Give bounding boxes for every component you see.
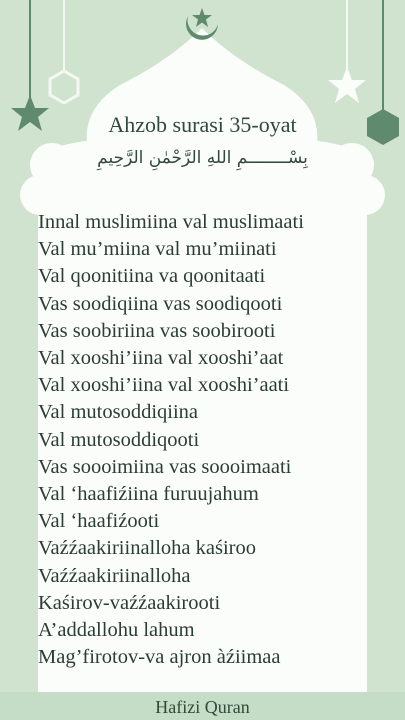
verse-line: A’addallohu lahum <box>38 619 195 642</box>
verse-line: Kaśirov-vaźźaakirooti <box>38 591 221 614</box>
verse-line: Val mu’miina val mu’miinati <box>38 238 277 261</box>
page-title: Ahzob surasi 35-oyat <box>108 112 297 137</box>
crescent-star-icon <box>180 2 224 42</box>
verse-line: Vas soodiqiina vas soodiqooti <box>38 292 283 315</box>
verse-line: Vas soooimiina vas soooimaati <box>38 455 292 478</box>
verse-line: Val xooshi’iina val xooshi’aati <box>38 374 290 397</box>
verse-line: Vas soobiriina vas soobirooti <box>38 319 276 342</box>
verse-line: Val mutosoddiqiina <box>38 401 199 424</box>
verse-line: Val qoonitiina va qoonitaati <box>38 265 266 288</box>
verse-line: Mag’firotov-va ajron àźiimaa <box>38 646 281 669</box>
star-icon <box>327 66 367 104</box>
verse-list <box>38 209 383 671</box>
verse-line: Val ‘haafiźiina furuujahum <box>38 483 259 506</box>
verse-line: Val xooshi’iina val xooshi’aat <box>38 347 284 370</box>
verse-line: Innal muslimiina val muslimaati <box>38 211 304 233</box>
verse-line: Vaźźaakiriinalloha kaśiroo <box>38 537 257 560</box>
verse-line: Vaźźaakiriinalloha <box>38 564 191 587</box>
bismillah-text: بِسْــــــــمِ اللهِ الرَّحْمٰنِ الرَّحِيمِ <box>97 148 308 168</box>
verse-line: Val mutosoddiqooti <box>38 428 200 451</box>
footer-label: Hafizi Quran <box>155 697 250 717</box>
verse-line: Val ‘haafiźooti <box>38 510 160 533</box>
hexagon-icon <box>48 70 80 104</box>
